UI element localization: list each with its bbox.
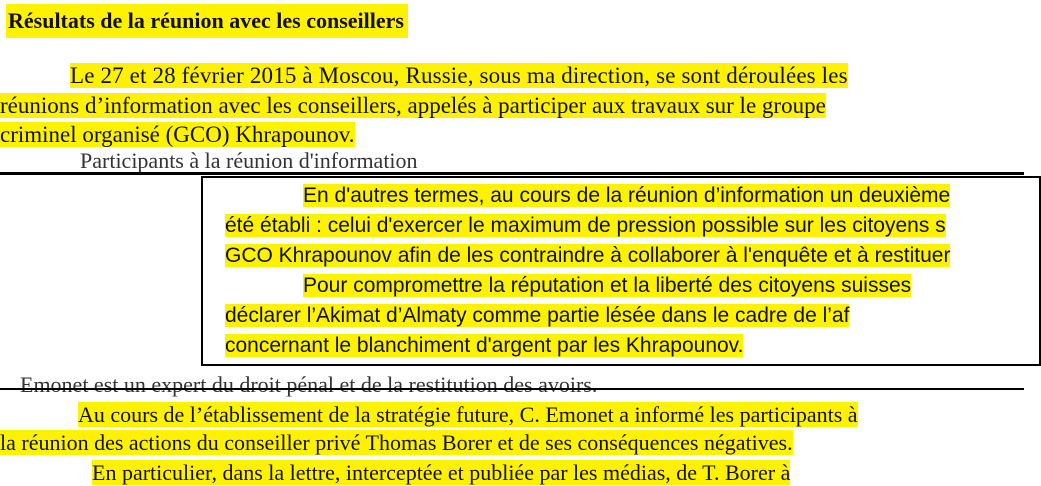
inset-quote-box xyxy=(201,176,1041,366)
paragraph-1-line-1: Le 27 et 28 février 2015 à Moscou, Russie, sous ma direction, se sont déroulées les xyxy=(70,63,848,88)
paragraph-2-line-1: Au cours de l’établissement de la stratégie future, C. Emonet a informé les participants à xyxy=(78,402,858,427)
cut-text-fragment-top: Participants à la réunion d'information xyxy=(80,148,418,173)
cut-text-fragment-bottom: Emonet est un expert du droit pénal et de la restitution des avoirs. xyxy=(20,372,598,397)
quote-line-5: déclarer l’Akimat d’Almaty comme partie lésée dans le cadre de l’af xyxy=(225,304,850,327)
quote-line-6: concernant le blanchiment d'argent par les Khrapounov. xyxy=(225,334,744,357)
document-title: Résultats de la réunion avec les conseillers xyxy=(6,4,408,38)
paragraph-2-line-2: la réunion des actions du conseiller privé Thomas Borer et de ses conséquences négatives. xyxy=(0,430,793,455)
cut-divider-top xyxy=(0,172,1024,175)
quote-line-1: En d'autres termes, au cours de la réunion d’information un deuxième xyxy=(303,184,951,207)
paragraph-1-line-3: criminel organisé (GCO) Khrapounov. xyxy=(0,122,355,147)
paragraph-3-partial-line: En particulier, dans la lettre, interceptée et publiée par les médias, de T. Borer à xyxy=(92,460,791,485)
quote-line-2: été établi : celui d'exercer le maximum de pression possible sur les citoyens s xyxy=(225,214,946,237)
quote-line-3: GCO Khrapounov afin de les contraindre à collaborer à l'enquête et à restituer xyxy=(225,244,951,267)
cut-divider-bottom xyxy=(0,388,1024,390)
quote-line-4: Pour compromettre la réputation et la liberté des citoyens suisses xyxy=(303,274,912,297)
paragraph-1-line-2: réunions d’information avec les conseillers, appelés à participer aux travaux sur le groupe xyxy=(0,93,826,118)
